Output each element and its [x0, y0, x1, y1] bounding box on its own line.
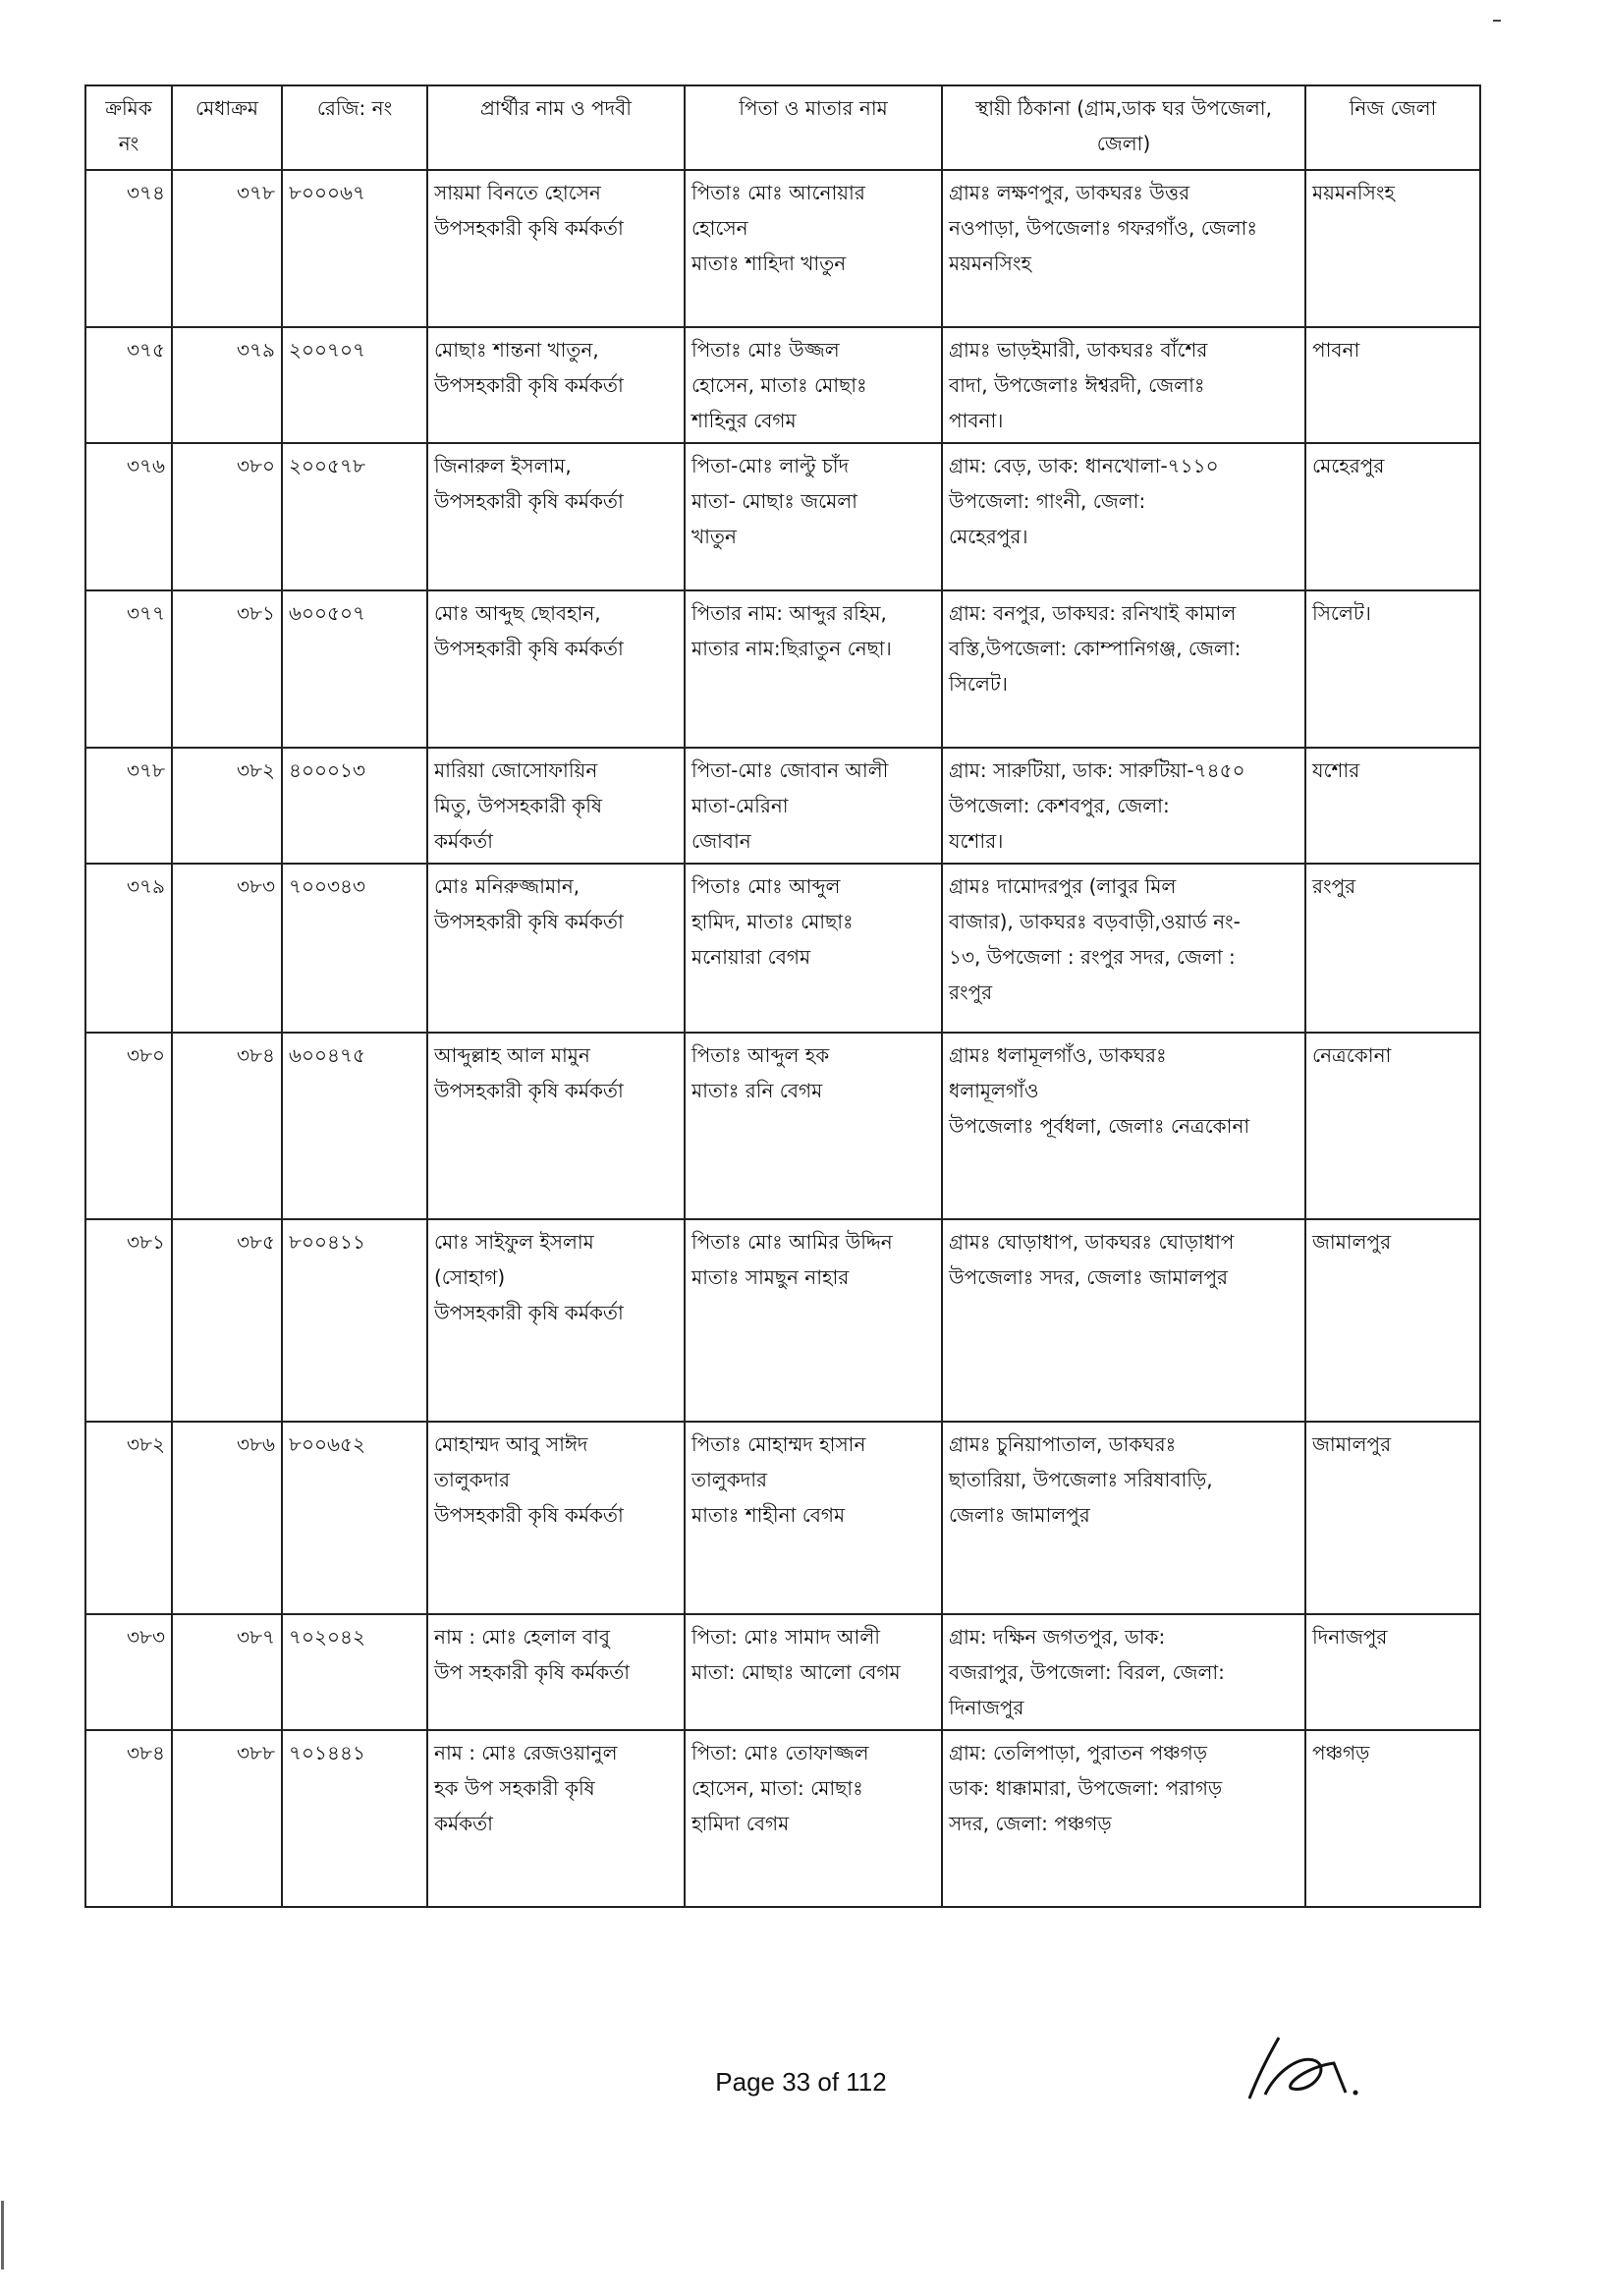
name-line: (সোহাগ) [434, 1265, 506, 1289]
address-line: গ্রামঃ লক্ষণপুর, ডাকঘরঃ উত্তর [949, 181, 1190, 204]
address-line: গ্রাম: সারুটিয়া, ডাক: সারুটিয়া-৭৪৫০ [949, 758, 1245, 782]
name-line: জিনারুল ইসলাম, [434, 454, 572, 477]
candidate-table [84, 84, 1481, 1908]
address-cell [942, 1033, 1305, 1219]
district-cell: ময়মনসিংহ [1305, 170, 1480, 327]
address-cell [942, 1730, 1305, 1907]
address-line: গ্রাম: তেলিপাড়া, পুরাতন পঞ্চগড় [949, 1741, 1208, 1764]
parents-cell [685, 1219, 942, 1422]
name-line: মারিয়া জোসোফায়িন [434, 758, 598, 782]
address-line: উপজেলাঃ পূর্বধলা, জেলাঃ নেত্রকোনা [949, 1114, 1250, 1138]
parents-line: পিতার নাম: আব্দুর রহিম, [691, 601, 887, 625]
merit-cell: ৩৮৮ [172, 1730, 282, 1907]
name-cell [427, 1614, 685, 1730]
address-line: গ্রামঃ চুনিয়াপাতাল, ডাকঘরঃ [949, 1432, 1177, 1456]
address-line: বজরাপুর, উপজেলা: বিরল, জেলা: [949, 1660, 1225, 1684]
address-line: দিনাজপুর [949, 1696, 1024, 1719]
merit-cell: ৩৭৯ [172, 327, 282, 443]
address-line: জেলাঃ জামালপুর [949, 1503, 1090, 1527]
address-line: ডাক: ধাক্কামারা, উপজেলা: পরাগড় [949, 1776, 1223, 1800]
table-row [85, 1219, 1480, 1422]
reg-cell: ৪০০০১৩ [282, 748, 427, 864]
address-cell [942, 864, 1305, 1033]
parents-line: পিতাঃ মোঃ আমির উদ্দিন [691, 1230, 893, 1254]
table-row [85, 1730, 1480, 1907]
name-line: উপসহকারী কৃষি কর্মকর্তা [434, 1301, 624, 1324]
header-name: প্রার্থীর নাম ও পদবী [427, 85, 685, 170]
table-body [85, 170, 1480, 1907]
district-cell: মেহেরপুর [1305, 443, 1480, 590]
parents-line: পিতা-মোঃ জোবান আলী [691, 758, 889, 782]
name-cell [427, 590, 685, 748]
name-cell [427, 1730, 685, 1907]
serial-cell: ৩৭৯ [85, 864, 172, 1033]
merit-cell: ৩৮২ [172, 748, 282, 864]
reg-cell: ৮০০৪১১ [282, 1219, 427, 1422]
district-cell: জামালপুর [1305, 1219, 1480, 1422]
parents-line: হোসেন [691, 216, 748, 240]
table-row [85, 327, 1480, 443]
name-line: মোঃ আব্দুছ ছোবহান, [434, 601, 601, 625]
name-line: কর্মকর্তা [434, 1812, 493, 1835]
address-line: উপজেলা: গাংনী, জেলা: [949, 489, 1146, 513]
parents-line: মাতা: মোছাঃ আলো বেগম [691, 1660, 901, 1684]
name-line: উপসহকারী কৃষি কর্মকর্তা [434, 489, 624, 513]
parents-line: তালুকদার [691, 1468, 768, 1491]
district-cell: যশোর [1305, 748, 1480, 864]
name-cell [427, 1219, 685, 1422]
parents-cell [685, 748, 942, 864]
address-line: ছাতারিয়া, উপজেলাঃ সরিষাবাড়ি, [949, 1468, 1213, 1491]
name-cell [427, 864, 685, 1033]
table-row [85, 1033, 1480, 1219]
table-row [85, 1422, 1480, 1614]
address-cell [942, 327, 1305, 443]
parents-cell [685, 864, 942, 1033]
name-line: উপসহকারী কৃষি কর্মকর্তা [434, 1503, 624, 1527]
address-cell [942, 170, 1305, 327]
name-line: মোহাম্মদ আবু সাঈদ [434, 1432, 588, 1456]
parents-cell [685, 1730, 942, 1907]
parents-line: পিতাঃ মোঃ আনোয়ার [691, 181, 865, 204]
scan-mark [1493, 20, 1501, 22]
address-line: গ্রাম: দক্ষিন জগতপুর, ডাক: [949, 1625, 1166, 1649]
address-line: গ্রামঃ ঘোড়াধাপ, ডাকঘরঃ ঘোড়াধাপ [949, 1230, 1235, 1254]
table-row [85, 864, 1480, 1033]
address-line: মেহেরপুর। [949, 525, 1028, 548]
header-reg: রেজি: নং [282, 85, 427, 170]
table-header-row [85, 85, 1480, 170]
parents-line: মাতার নাম:ছিরাতুন নেছা। [691, 637, 892, 660]
serial-cell: ৩৭৭ [85, 590, 172, 748]
merit-cell: ৩৮৪ [172, 1033, 282, 1219]
serial-cell: ৩৮২ [85, 1422, 172, 1614]
reg-cell: ৭০২০৪২ [282, 1614, 427, 1730]
parents-line: হামিদ, মাতাঃ মোছাঃ [691, 910, 854, 933]
address-line: গ্রামঃ ভাড়ইমারী, ডাকঘরঃ বাঁশের [949, 338, 1208, 362]
header-district: নিজ জেলা [1305, 85, 1480, 170]
parents-line: পিতাঃ মোঃ আব্দুল [691, 874, 841, 898]
header-serial: ক্রমিক নং [85, 85, 172, 170]
page-footer: Page 33 of 112 [715, 2067, 887, 2097]
address-line: রংপুর [949, 980, 993, 1004]
serial-cell: ৩৭৮ [85, 748, 172, 864]
parents-line: মাতাঃ রনি বেগম [691, 1079, 823, 1102]
signature-mark [1236, 2034, 1363, 2102]
serial-cell: ৩৭৬ [85, 443, 172, 590]
parents-line: পিতাঃ মোঃ উজ্জল [691, 338, 840, 362]
parents-line: হোসেন, মাতাঃ মোছাঃ [691, 373, 867, 397]
table-row [85, 443, 1480, 590]
name-line: কর্মকর্তা [434, 829, 493, 853]
address-line: উপজেলা: কেশবপুর, জেলা: [949, 794, 1170, 817]
parents-cell [685, 170, 942, 327]
name-cell [427, 1033, 685, 1219]
parents-line: পিতাঃ মোহাম্মদ হাসান [691, 1432, 866, 1456]
name-line: মোঃ মনিরুজ্জামান, [434, 874, 580, 898]
parents-line: মাতাঃ শাহিদা খাতুন [691, 252, 847, 275]
name-line: তালুকদার [434, 1468, 511, 1491]
header-address: স্থায়ী ঠিকানা (গ্রাম,ডাক ঘর উপজেলা, জেলা) [942, 85, 1305, 170]
reg-cell: ৮০০৬৫২ [282, 1422, 427, 1614]
merit-cell: ৩৮৩ [172, 864, 282, 1033]
header-parents: পিতা ও মাতার নাম [685, 85, 942, 170]
address-line: যশোর। [949, 829, 1004, 853]
parents-line: হোসেন, মাতা: মোছাঃ [691, 1776, 863, 1800]
address-line: গ্রাম: বনপুর, ডাকঘর: রনিখাই কামাল [949, 601, 1237, 625]
parents-line: শাহিনুর বেগম [691, 409, 797, 432]
parents-cell [685, 1422, 942, 1614]
serial-cell: ৩৭৫ [85, 327, 172, 443]
district-cell: রংপুর [1305, 864, 1480, 1033]
parents-line: মনোয়ারা বেগম [691, 945, 811, 969]
address-cell [942, 590, 1305, 748]
address-line: উপজেলাঃ সদর, জেলাঃ জামালপুর [949, 1265, 1229, 1289]
parents-line: জোবান [691, 829, 751, 853]
reg-cell: ২০০৭০৭ [282, 327, 427, 443]
name-line: সায়মা বিনতে হোসেন [434, 181, 601, 204]
merit-cell: ৩৮৭ [172, 1614, 282, 1730]
address-line: নওপাড়া, উপজেলাঃ গফরগাঁও, জেলাঃ [949, 216, 1258, 240]
district-cell: পাবনা [1305, 327, 1480, 443]
name-line: উপসহকারী কৃষি কর্মকর্তা [434, 216, 624, 240]
address-line: ময়মনসিংহ [949, 252, 1031, 275]
parents-cell [685, 327, 942, 443]
name-line: আব্দুল্লাহ আল মামুন [434, 1043, 590, 1067]
address-line: গ্রামঃ দামোদরপুর (লাবুর মিল [949, 874, 1177, 898]
table-row [85, 170, 1480, 327]
address-cell [942, 1219, 1305, 1422]
name-line: মোছাঃ শান্তনা খাতুন, [434, 338, 599, 362]
parents-line: হামিদা বেগম [691, 1812, 790, 1835]
name-line: উপ সহকারী কৃষি কর্মকর্তা [434, 1660, 631, 1684]
serial-cell: ৩৮৪ [85, 1730, 172, 1907]
name-line: উপসহকারী কৃষি কর্মকর্তা [434, 373, 624, 397]
district-cell: দিনাজপুর [1305, 1614, 1480, 1730]
parents-line: খাতুন [691, 525, 737, 548]
parents-line: মাতাঃ শাহীনা বেগম [691, 1503, 846, 1527]
name-line: উপসহকারী কৃষি কর্মকর্তা [434, 1079, 624, 1102]
address-cell [942, 1422, 1305, 1614]
reg-cell: ৮০০০৬৭ [282, 170, 427, 327]
district-cell: নেত্রকোনা [1305, 1033, 1480, 1219]
merit-cell: ৩৭৮ [172, 170, 282, 327]
reg-cell: ৭০০৩৪৩ [282, 864, 427, 1033]
serial-cell: ৩৮১ [85, 1219, 172, 1422]
address-cell [942, 443, 1305, 590]
name-line: উপসহকারী কৃষি কর্মকর্তা [434, 910, 624, 933]
merit-cell: ৩৮১ [172, 590, 282, 748]
name-line: নাম : মোঃ হেলাল বাবু [434, 1625, 610, 1649]
name-cell [427, 327, 685, 443]
address-line: বাদা, উপজেলাঃ ঈশ্বরদী, জেলাঃ [949, 373, 1205, 397]
district-cell: জামালপুর [1305, 1422, 1480, 1614]
serial-cell: ৩৮০ [85, 1033, 172, 1219]
name-line: মোঃ সাইফুল ইসলাম [434, 1230, 594, 1254]
parents-line: পিতা: মোঃ সামাদ আলী [691, 1625, 880, 1649]
table-row [85, 1614, 1480, 1730]
parents-cell [685, 443, 942, 590]
reg-cell: ২০০৫৭৮ [282, 443, 427, 590]
name-cell [427, 1422, 685, 1614]
address-line: সিলেট। [949, 672, 1008, 696]
parents-line: মাতা- মোছাঃ জমেলা [691, 489, 857, 513]
reg-cell: ৬০০৪৭৫ [282, 1033, 427, 1219]
parents-line: মাতা-মেরিনা [691, 794, 789, 817]
address-line: পাবনা। [949, 409, 1004, 432]
header-merit: মেধাক্রম [172, 85, 282, 170]
parents-cell [685, 1033, 942, 1219]
address-line: বাজার), ডাকঘরঃ বড়বাড়ী,ওয়ার্ড নং- [949, 910, 1241, 933]
reg-cell: ৭০১৪৪১ [282, 1730, 427, 1907]
reg-cell: ৬০০৫০৭ [282, 590, 427, 748]
name-line: উপসহকারী কৃষি কর্মকর্তা [434, 637, 624, 660]
parents-line: পিতা-মোঃ লাল্টু চাঁদ [691, 454, 850, 477]
parents-cell [685, 590, 942, 748]
table-row [85, 748, 1480, 864]
district-cell: পঞ্চগড় [1305, 1730, 1480, 1907]
parents-line: পিতা: মোঃ তোফাজ্জল [691, 1741, 869, 1764]
district-cell: সিলেট। [1305, 590, 1480, 748]
address-cell [942, 1614, 1305, 1730]
parents-cell [685, 1614, 942, 1730]
address-line: ধলামূলগাঁও [949, 1079, 1039, 1102]
name-cell [427, 443, 685, 590]
name-line: নাম : মোঃ রেজওয়ানুল [434, 1741, 618, 1764]
address-line: সদর, জেলা: পঞ্চগড় [949, 1812, 1112, 1835]
parents-line: মাতাঃ সামছুন নাহার [691, 1265, 850, 1289]
scan-edge-mark [1, 2201, 4, 2269]
serial-cell: ৩৮৩ [85, 1614, 172, 1730]
address-line: গ্রামঃ ধলামূলগাঁও, ডাকঘরঃ [949, 1043, 1167, 1067]
address-line: বস্তি,উপজেলা: কোম্পানিগঞ্জ, জেলা: [949, 637, 1242, 660]
name-line: হক উপ সহকারী কৃষি [434, 1776, 595, 1800]
name-line: মিতু, উপসহকারী কৃষি [434, 794, 603, 817]
serial-cell: ৩৭৪ [85, 170, 172, 327]
address-cell [942, 748, 1305, 864]
address-line: ১৩, উপজেলা : রংপুর সদর, জেলা : [949, 945, 1236, 969]
table-row [85, 590, 1480, 748]
name-cell [427, 748, 685, 864]
merit-cell: ৩৮৬ [172, 1422, 282, 1614]
name-cell [427, 170, 685, 327]
merit-cell: ৩৮৫ [172, 1219, 282, 1422]
address-line: গ্রাম: বেড়, ডাক: ধানখোলা-৭১১০ [949, 454, 1219, 477]
merit-cell: ৩৮০ [172, 443, 282, 590]
parents-line: পিতাঃ আব্দুল হক [691, 1043, 830, 1067]
